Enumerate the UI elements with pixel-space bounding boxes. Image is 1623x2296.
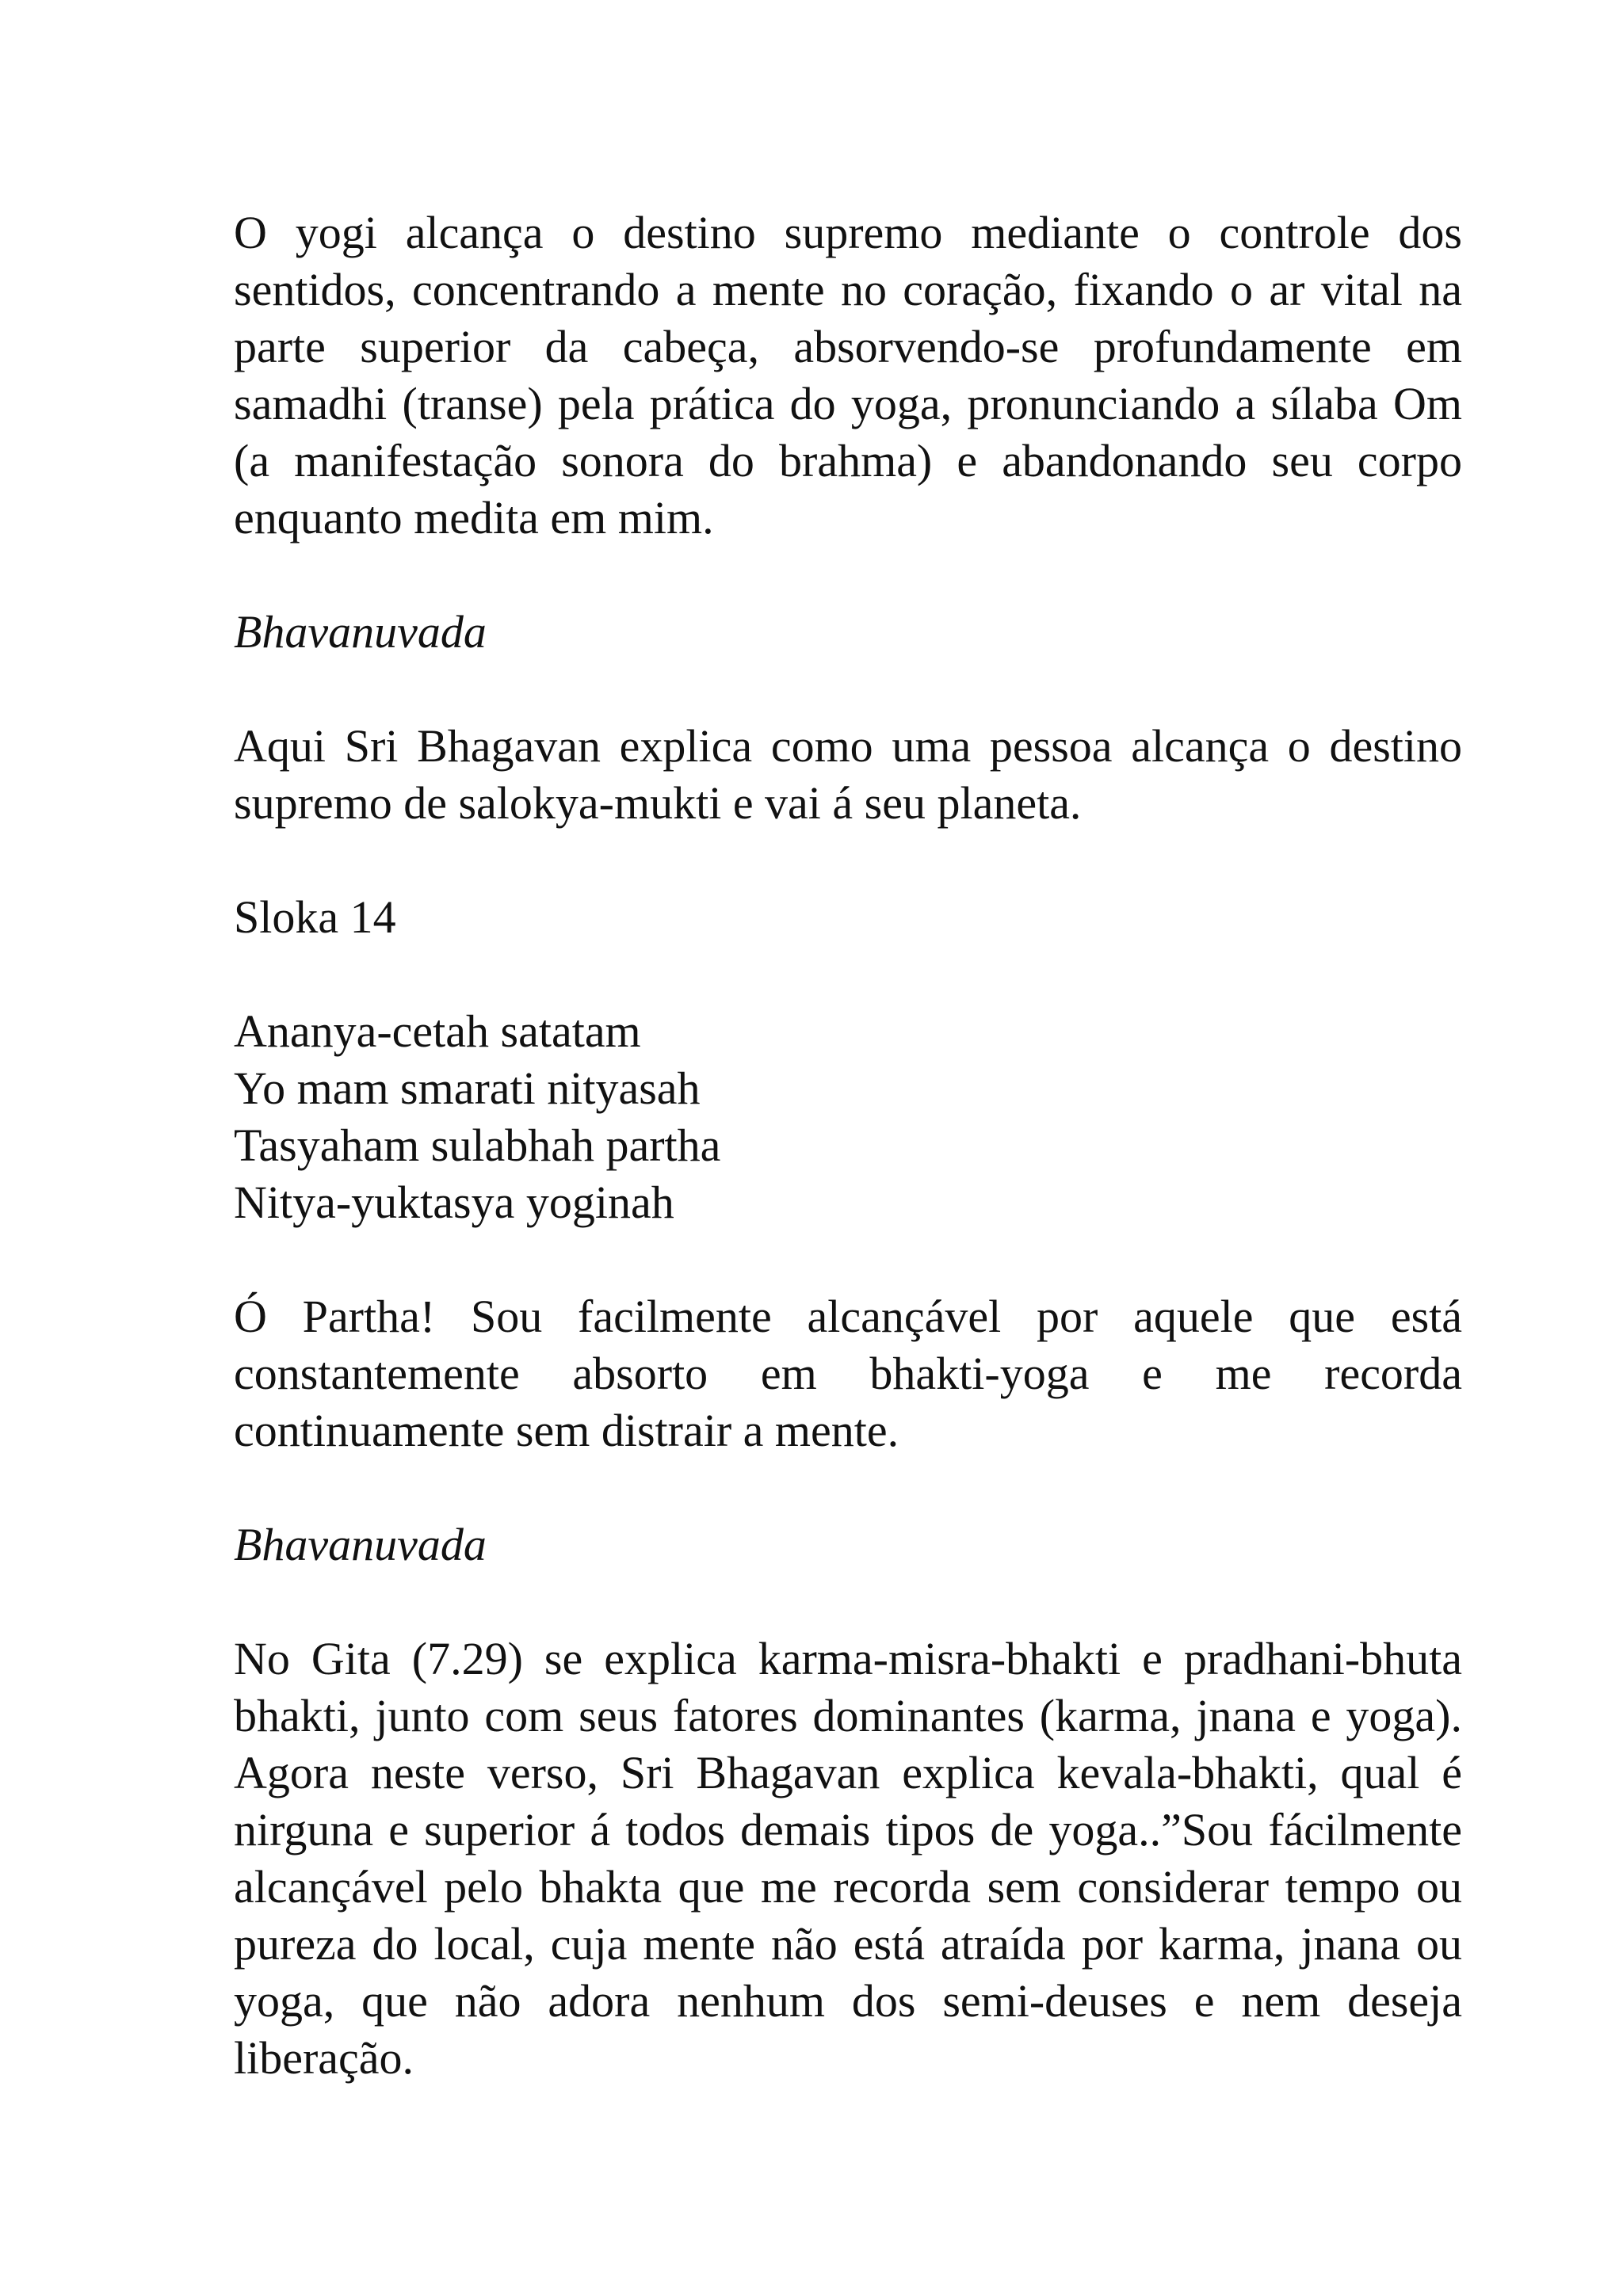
sloka-verse <box>234 1003 1462 1231</box>
section-heading-bhavanuvada: Bhavanuvada <box>234 606 487 658</box>
paragraph-spacer <box>234 1231 1462 1288</box>
verse-line: Nitya-yuktasya yoginah <box>234 1177 674 1228</box>
sloka-label: Sloka 14 <box>234 891 396 943</box>
paragraph-spacer <box>234 1459 1462 1516</box>
section-heading-bhavanuvada: Bhavanuvada <box>234 1519 487 1570</box>
paragraph-kevala-bhakti: No Gita (7.29) se explica karma-misra-bhakti e pradhani-bhuta bhakti, junto com seus fatores dominantes (karma, jnana e yoga). Agora neste verso, Sri Bhagavan explica kevala-bhakti, qual é nirguna e superior á todos demais tipos de yoga..”Sou fácilmente alcançável pelo bhakta que me recorda sem considerar tempo ou pureza do local, cuja mente não está atraída por karma, jnana ou yoga, que não adora nenhum dos semi-deuses e nem deseja liberação. <box>234 1633 1462 2084</box>
paragraph-spacer <box>234 547 1462 604</box>
paragraph-spacer <box>234 1573 1462 1630</box>
paragraph-spacer <box>234 832 1462 889</box>
paragraph-spacer <box>234 946 1462 1003</box>
verse-line: Ananya-cetah satatam <box>234 1005 641 1057</box>
paragraph-spacer <box>234 661 1462 718</box>
paragraph-translation: Ó Partha! Sou facilmente alcançável por aquele que está constantemente absorto em bhakti-yoga e me recorda continuamente sem distrair a mente. <box>234 1291 1462 1456</box>
paragraph-yogi-destination: O yogi alcança o destino supremo mediante o controle dos sentidos, concentrando a mente no coração, fixando o ar vital na parte superior da cabeça, absorvendo-se profundamente em samadhi (transe) pela prática do yoga, pronunciando a sílaba Om (a manifestação sonora do brahma) e abandonando seu corpo enquanto medita em mim. <box>234 207 1462 543</box>
document-body <box>234 204 1462 2087</box>
verse-line: Yo mam smarati nityasah <box>234 1062 701 1114</box>
verse-line: Tasyaham sulabhah partha <box>234 1119 721 1171</box>
paragraph-salokya-mukti: Aqui Sri Bhagavan explica como uma pessoa alcança o destino supremo de salokya-mukti e vai á seu planeta. <box>234 720 1462 829</box>
